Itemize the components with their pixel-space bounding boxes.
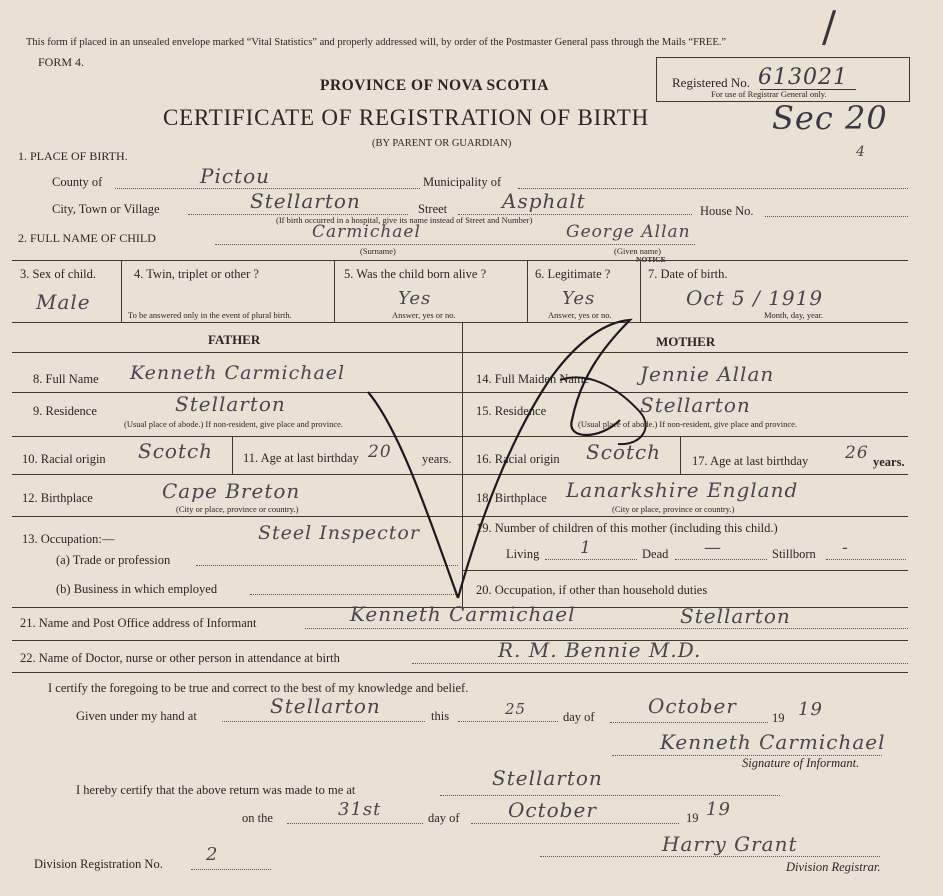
doctor-name: R. M. Bennie M.D. [498,638,702,662]
mother-racial-label: 16. Racial origin [476,452,560,466]
small-annotation: 4 [856,144,866,160]
corner-check-mark: / [822,2,838,51]
county-label: County of [52,175,103,189]
mother-age-label: 17. Age at last birthday [692,454,809,468]
mother-name: Jennie Allan [640,362,775,386]
mother-age: 26 [845,443,869,463]
sex-value: Male [36,290,91,314]
registered-number: 613021 [758,65,848,90]
mother-residence-label: 15. Residence [476,404,547,418]
registrar-day-of-label: day of [428,811,460,825]
on-the-label: on the [242,811,273,825]
division-registrar-label: Division Registrar. [786,860,881,874]
business-label: (b) Business in which employed [56,582,218,596]
given-place: Stellarton [270,694,381,718]
given-note: (Given name) [614,246,661,256]
surname-note: (Surname) [360,246,396,256]
alive-label: 5. Was the child born alive ? [344,267,487,281]
informant-name: Kenneth Carmichael [350,602,576,626]
child-surname: Carmichael [312,222,421,242]
child-given-name: George Allan [566,222,691,242]
city-value: Stellarton [250,189,361,213]
twin-label: 4. Twin, triplet or other ? [134,267,259,281]
mother-birthplace-note: (City or place, province or country.) [612,504,735,514]
father-birthplace-label: 12. Birthplace [22,491,93,505]
mother-years: years. [873,455,905,469]
registrar-statement: I hereby certify that the above return was made to me at [76,783,356,797]
father-occupation-label: 13. Occupation:— [22,532,115,546]
given-year-suffix: 19 [798,699,823,720]
legitimate-label: 6. Legitimate ? [535,267,611,281]
given-month: October [648,694,737,718]
father-years: years. [422,452,452,466]
registrar-month: October [508,798,597,822]
certificate-subtitle: (BY PARENT OR GUARDIAN) [372,138,512,149]
trade-label: (a) Trade or profession [56,553,171,567]
father-name-label: 8. Full Name [33,372,99,386]
dead-value: — [704,538,722,558]
registrar-use-note: For use of Registrar General only. [711,89,827,99]
dead-label: Dead [642,547,669,561]
father-occupation: Steel Inspector [258,522,420,544]
hospital-note: (If birth occurred in a hospital, give its name instead of Street and Number) [276,215,533,225]
mother-residence-note: (Usual place of abode.) If non-resident, give place and province. [578,419,798,429]
given-under-label: Given under my hand at [76,709,197,723]
registrar-day: 31st [338,799,382,820]
father-residence-label: 9. Residence [33,404,97,418]
doctor-label: 22. Name of Doctor, nurse or other person in attendance at birth [20,651,340,665]
section-annotation: Sec 20 [772,99,888,137]
mother-occupation-label: 20. Occupation, if other than household duties [476,583,708,597]
given-day-of-label: day of [563,710,595,724]
informant-label: 21. Name and Post Office address of Informant [20,616,257,630]
province-heading: PROVINCE OF NOVA SCOTIA [320,77,549,94]
father-heading: FATHER [208,332,261,347]
date-value: Oct 5 / 1919 [686,286,824,310]
father-birthplace: Cape Breton [162,479,301,503]
registrar-place: Stellarton [492,766,603,790]
postal-notice: This form if placed in an unsealed envelope marked “Vital Statistics” and properly addressed will, by order of the Postmaster General pass through the Mails “FREE.” [26,37,727,48]
notice-heading: NOTICE [636,255,666,264]
informant-address: Stellarton [680,604,791,628]
legitimate-note: Answer, yes or no. [548,310,612,320]
mother-residence: Stellarton [640,393,751,417]
given-day: 25 [505,700,527,718]
registrar-year-prefix: 19 [686,811,699,825]
father-residence-note: (Usual place of abode.) If non-resident, give place and province. [124,419,344,429]
place-of-birth-label: 1. PLACE OF BIRTH. [18,149,128,163]
children-count-label: 19. Number of children of this mother (including this child.) [476,521,778,535]
stillborn-value: - [842,538,849,558]
father-residence: Stellarton [175,392,286,416]
informant-signature: Kenneth Carmichael [660,730,886,754]
father-racial: Scotch [138,439,214,463]
mother-racial: Scotch [586,440,662,464]
sex-label: 3. Sex of child. [20,267,97,281]
living-value: 1 [580,538,592,558]
alive-note: Answer, yes or no. [392,310,456,320]
certify-statement: I certify the foregoing to be true and correct to the best of my knowledge and belief. [48,681,469,695]
date-note: Month, day, year. [764,310,824,320]
form-number: FORM 4. [38,55,85,69]
father-name: Kenneth Carmichael [130,362,346,384]
registrar-year-suffix: 19 [706,799,731,820]
mother-birthplace: Lanarkshire England [566,478,799,502]
stillborn-label: Stillborn [772,547,816,561]
street-label: Street [418,202,448,216]
date-label: 7. Date of birth. [648,267,728,281]
legitimate-value: Yes [562,288,596,309]
city-label: City, Town or Village [52,202,160,216]
division-registration-label: Division Registration No. [34,857,163,871]
registrar-signature: Harry Grant [662,832,798,856]
house-label: House No. [700,204,754,218]
registered-label: Registered No. [672,75,750,90]
twin-note: To be answered only in the event of plural birth. [128,310,292,320]
given-year-prefix: 19 [772,711,785,725]
signature-label: Signature of Informant. [742,756,860,770]
county-value: Pictou [200,164,271,188]
alive-value: Yes [398,288,432,309]
father-age: 20 [368,442,392,462]
municipality-label: Municipality of [423,175,502,189]
certificate-title: CERTIFICATE OF REGISTRATION OF BIRTH [163,105,650,130]
father-birthplace-note: (City or place, province or country.) [176,504,299,514]
mother-birthplace-label: 18. Birthplace [476,491,547,505]
child-name-label: 2. FULL NAME OF CHILD [18,231,156,245]
mother-heading: MOTHER [656,334,716,349]
division-registration-no: 2 [206,844,219,865]
father-racial-label: 10. Racial origin [22,452,106,466]
mother-name-label: 14. Full Maiden Name [476,372,590,386]
this-label: this [431,709,450,723]
street-value: Asphalt [502,189,586,213]
father-age-label: 11. Age at last birthday [243,451,359,465]
living-label: Living [506,547,540,561]
